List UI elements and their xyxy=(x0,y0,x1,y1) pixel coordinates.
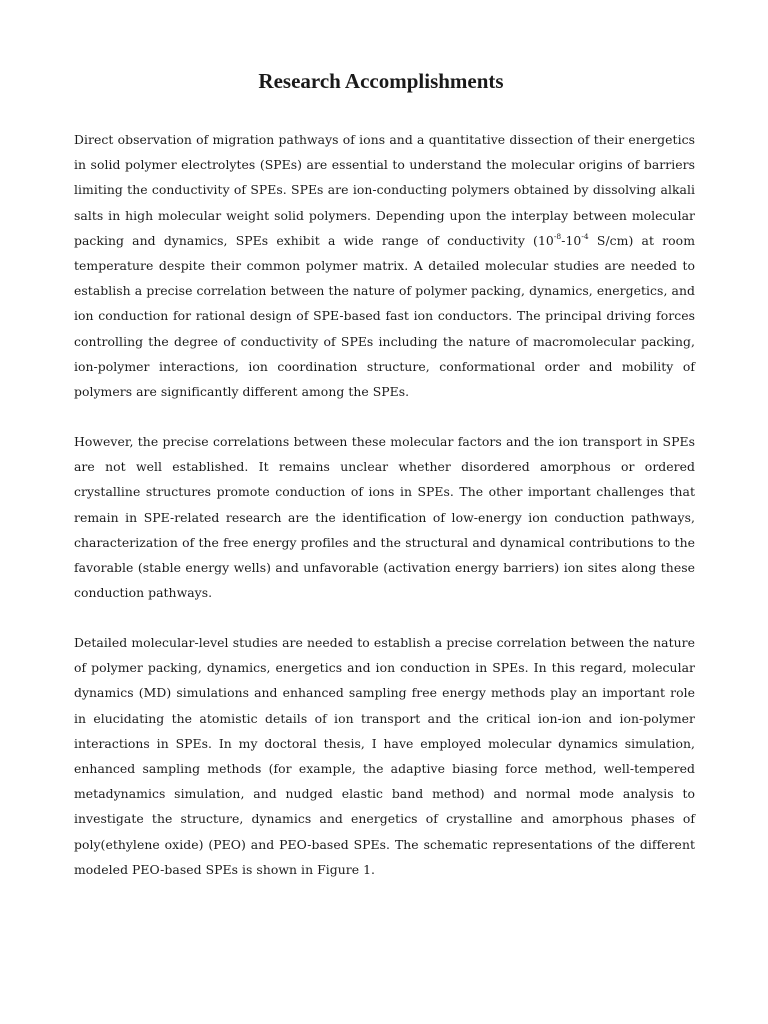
superscript-upper-exponent: -4 xyxy=(581,231,589,241)
paragraph-1 xyxy=(74,127,695,404)
paragraph-2: However, the precise correlations between these molecular factors and the ion transport in SPEs are not well established. It remains unclear whether disordered amorphous or ordered crystalline structures promote conduction of ions in SPEs. The other important challenges that remain in SPE-related research are the identification of low-energy ion conduction pathways, characterization of the free energy profiles and the structural and dynamical contributions to the favorable (stable energy wells) and unfavorable (activation energy barriers) ion sites along these conduction pathways. xyxy=(74,434,695,601)
page-title: Research Accomplishments xyxy=(258,69,504,93)
paragraph-1-text-start: Direct observation of migration pathways of ions and a quantitative dissection of their energetics in solid polymer electrolytes (SPEs) are essential to understand the molecular origins of barriers limiting the conductivity of SPEs. SPEs are ion-conducting polymers obtained by dissolving alkali salts in high molecular weight solid polymers. Depending upon the interplay between molecular packing and dynamics, SPEs exhibit a wide range of conductivity (10 xyxy=(74,132,695,248)
superscript-lower-exponent: -8 xyxy=(553,231,562,241)
range-separator: -10 xyxy=(561,232,582,248)
paragraph-3: Detailed molecular-level studies are needed to establish a precise correlation between the nature of polymer packing, dynamics, energetics and ion conduction in SPEs. In this regard, molecular dynamics (MD) simulations and enhanced sampling free energy methods play an important role in elucidating the atomistic details of ion transport and the critical ion-ion and ion-polymer interactions in SPEs. In my doctoral thesis, I have employed molecular dynamics simulation, enhanced sampling methods (for example, the adaptive biasing force method, well-tempered metadynamics simulation, and nudged elastic band method) and normal mode analysis to investigate the structure, dynamics and energetics of crystalline and amorphous phases of poly(ethylene oxide) (PEO) and PEO-based SPEs. The schematic representations of the different modeled PEO-based SPEs is shown in Figure 1. xyxy=(74,635,695,877)
paragraph-1-text-end: S/cm) at room temperature despite their common polymer matrix. A detailed molecular studies are needed to establish a precise correlation between the nature of polymer packing, dynamics, energetics, and ion conduction for rational design of SPE-based fast ion conductors. The principal driving forces controlling the degree of conductivity of SPEs including the nature of macromolecular packing, ion-polymer interactions, ion coordination structure, conformational order and mobility of polymers are significantly different among the SPEs. xyxy=(74,232,695,400)
